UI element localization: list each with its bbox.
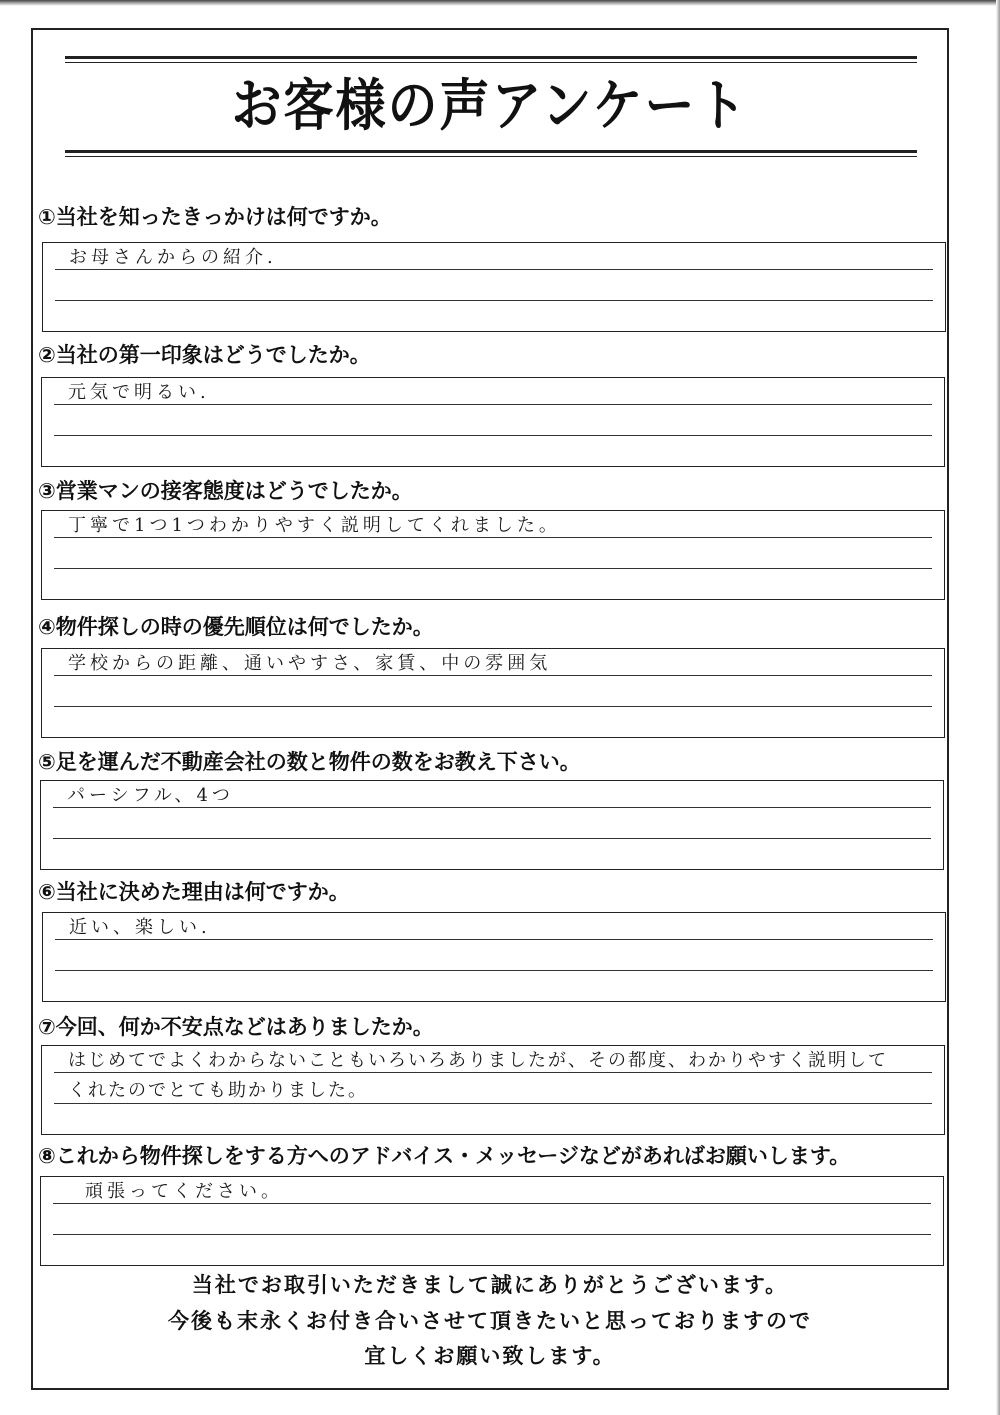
answer-3-line-1: 丁寧で1つ1つわかりやすく説明してくれました。 <box>68 515 561 536</box>
answer-box-4[interactable] <box>41 648 945 738</box>
question-2: ②当社の第一印象はどうでしたか。 <box>38 343 371 367</box>
answer-line <box>55 939 933 940</box>
answer-box-1[interactable] <box>42 242 946 332</box>
answer-5-line-1: パーシフル、4つ <box>67 785 234 806</box>
answer-line <box>55 269 933 270</box>
question-3: ③営業マンの接客態度はどうでしたか。 <box>38 479 413 503</box>
survey-title: お客様の声アンケート <box>231 73 749 139</box>
answer-4-line-1: 学校からの距離、通いやすさ、家賃、中の雰囲気 <box>68 653 552 674</box>
answer-line <box>54 1103 932 1104</box>
answer-box-3[interactable] <box>41 510 945 600</box>
title-rule-bottom <box>65 150 917 157</box>
scan-edge-right <box>996 0 1000 1415</box>
answer-box-6[interactable] <box>42 912 946 1002</box>
answer-line <box>54 537 932 538</box>
question-1: ①当社を知ったきっかけは何ですか。 <box>38 205 392 229</box>
closing-line-1: 当社でお取引いただきまして誠にありがとうございます。 <box>191 1273 789 1297</box>
answer-line <box>54 675 932 676</box>
answer-box-2[interactable] <box>41 377 945 467</box>
answer-line <box>53 807 931 808</box>
answer-7-line-1: はじめてでよくわからないこともいろいろありましたが、その都度、わかりやすく説明して <box>68 1050 888 1071</box>
answer-line <box>54 1072 932 1073</box>
question-5: ⑤足を運んだ不動産会社の数と物件の数をお教え下さい。 <box>38 750 581 774</box>
answer-line <box>54 404 932 405</box>
answer-box-8[interactable] <box>40 1176 944 1266</box>
title-rule-top <box>65 56 917 63</box>
answer-7-line-2: くれたのでとても助かりました。 <box>68 1080 368 1101</box>
answer-2-line-1: 元気で明るい. <box>68 382 210 403</box>
answer-line <box>53 1203 931 1204</box>
survey-sheet <box>31 28 949 1390</box>
question-8: ⑧これから物件探しをする方へのアドバイス・メッセージなどがあればお願いします。 <box>38 1144 851 1168</box>
answer-line <box>54 568 932 569</box>
question-7: ⑦今回、何か不安点などはありましたか。 <box>38 1015 434 1039</box>
answer-1-line-1: お母さんからの紹介. <box>69 247 277 268</box>
question-4: ④物件探しの時の優先順位は何でしたか。 <box>38 615 434 639</box>
answer-box-5[interactable] <box>40 780 944 870</box>
answer-line <box>55 300 933 301</box>
answer-line <box>53 1234 931 1235</box>
question-6: ⑥当社に決めた理由は何ですか。 <box>38 880 350 904</box>
answer-line <box>54 706 932 707</box>
closing-line-2: 今後も末永くお付き合いさせて頂きたいと思っておりますので <box>168 1309 812 1333</box>
answer-8-line-1: 頑張ってください。 <box>85 1181 283 1202</box>
answer-box-7[interactable] <box>41 1045 945 1135</box>
answer-line <box>54 435 932 436</box>
answer-6-line-1: 近い、楽しい. <box>69 917 211 938</box>
scan-edge-top <box>0 0 1000 6</box>
closing-line-3: 宜しくお願い致します。 <box>364 1344 616 1368</box>
answer-line <box>53 838 931 839</box>
answer-line <box>55 970 933 971</box>
